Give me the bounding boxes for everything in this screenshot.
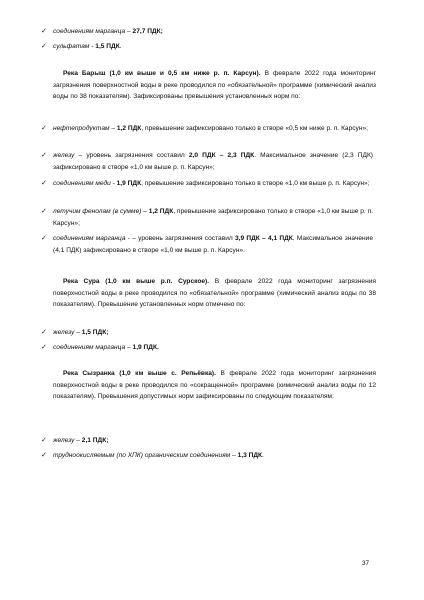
list-item: ✓ сульфатам - 1,5 ПДК. [53, 41, 373, 53]
checkmark-icon: ✓ [41, 437, 47, 444]
checkmark-icon: ✓ [41, 28, 47, 35]
list-item: ✓ соединениям марганца – 27,7 ПДК; [53, 26, 373, 38]
paragraph-barysh: Река Барыш (1,0 км выше и 0,5 км ниже р. п. Карсун). В феврале 2022 года мониторинг загрязнения поверхностной воды в реке проводился по «обязательной» программе (химический анализ воды по 38 показателям). Зафиксированы превышения установленных норм по: [53, 70, 376, 100]
river-heading: Река Барыш (1,0 км выше и 0,5 км ниже р. п. Карсун). [63, 70, 261, 77]
list-item: ✓ летучим фенолам (в сумме) – 1,2 ПДК, превышение зафиксировано только в створе «1,0 км выше р. п. Карсун»; [41, 208, 373, 227]
paragraph-sura: Река Сура (1,0 км выше р.п. Сурское). В феврале 2022 года мониторинг загрязнения поверхностной воды в реке проводился по «обязательной» программе (химический анализ воды по 38 показателям). Превышение установленных норм отмечено по: [53, 278, 376, 308]
river-heading: Река Сура (1,0 км выше р.п. Сурское). [63, 278, 210, 285]
paragraph-syzranka: Река Сызранка (1,0 км выше с. Репьёвка). В феврале 2022 года мониторинг загрязнения поверхностной воды в реке проводился по «сокращенной» программе (химический анализ воды по 12 показателям). Превышения допустимых норм зафиксированы по следующим показателям: [53, 370, 376, 400]
list-item: ✓ железу – уровень загрязнения составил 2,0 ПДК – 2,3 ПДК. Максимальное значение (2,3 ПДК) зафиксировано в створе «1,0 км выше р. п. Карсун»; [41, 152, 373, 171]
checkmark-icon: ✓ [41, 180, 47, 187]
river-heading: Река Сызранка (1,0 км выше с. Репьёвка). [63, 370, 216, 377]
checkmark-icon: ✓ [41, 125, 47, 132]
list-item: ✓ соединениям меди - 1,9 ПДК, превышение зафиксировано только в створе «1,0 км выше р. п. Карсун»; [53, 178, 373, 190]
list-item: ✓ железу – 1,5 ПДК; [53, 327, 373, 339]
checkmark-icon: ✓ [41, 152, 47, 159]
list-item: ✓ нефтепродуктам – 1,2 ПДК, превышение зафиксировано только в створе «0,5 км ниже р. п. Карсун»; [53, 123, 373, 135]
list-item: ✓ соединениям марганца - – уровень загрязнения составил 3,9 ПДК – 4,1 ПДК. Максимальное значение (4,1 ПДК) зафиксировано в створе «1,0 км выше р. п. Карсун». [41, 235, 373, 254]
checkmark-icon: ✓ [41, 452, 47, 459]
list-item: ✓ железу – 2,1 ПДК; [53, 435, 373, 447]
page-number: 37 [362, 560, 370, 567]
checkmark-icon: ✓ [41, 344, 47, 351]
checkmark-icon: ✓ [41, 235, 47, 242]
checkmark-icon: ✓ [41, 208, 47, 215]
list-item: ✓ соединениям марганца – 1,9 ПДК. [53, 342, 373, 354]
checkmark-icon: ✓ [41, 329, 47, 336]
list-item: ✓ трудноокисляемым (по ХПК) органическим соединениям – 1,3 ПДК. [53, 450, 373, 462]
checkmark-icon: ✓ [41, 43, 47, 50]
